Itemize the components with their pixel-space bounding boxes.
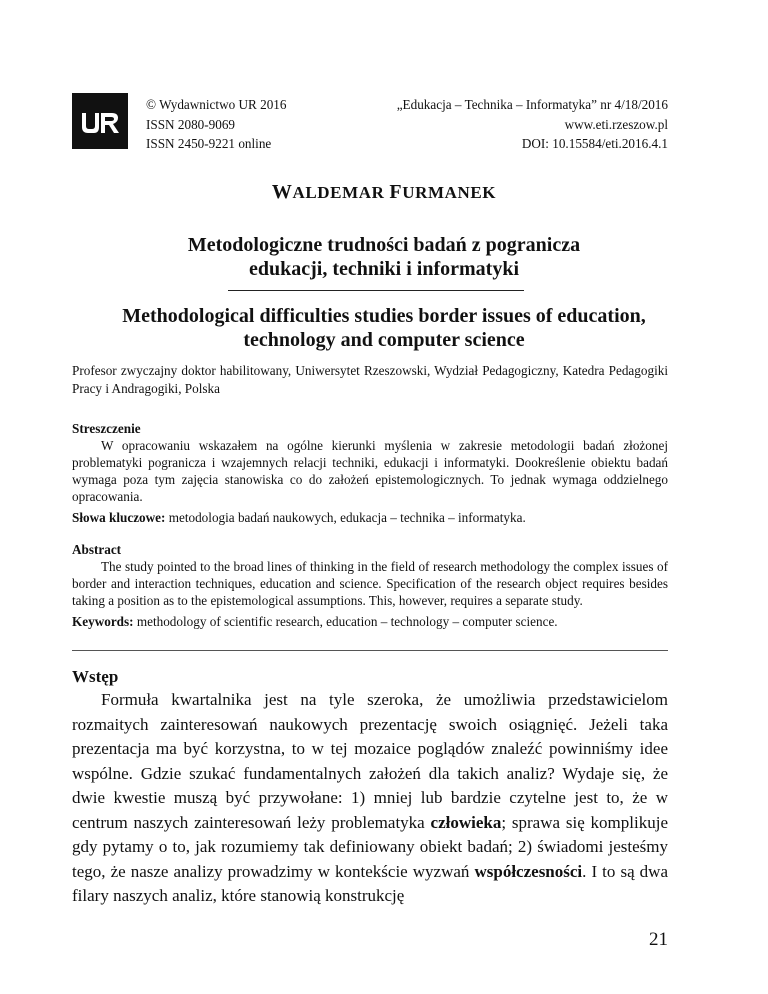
- journal-line: „Edukacja – Technika – Informatyka” nr 4/18/2016: [396, 97, 668, 112]
- intro-bold-czlowieka: człowieka: [430, 812, 502, 832]
- intro-text-part2: ; sprawa się komplikuje gdy pytamy o to, jak rozumiemy tak definiowany obiekt badań; 2) świadomi jesteśmy tego, że nasze analizy prowadzimy w kontekście wyzwań: [72, 812, 668, 881]
- author-last-initial: F: [389, 181, 403, 203]
- intro-text-part3: . I to są dwa filary naszych analiz, które stanowią konstrukcję: [72, 861, 668, 905]
- section-divider: [72, 650, 668, 651]
- title-english-line1: Methodological difficulties studies border issues of education,: [122, 305, 646, 327]
- streszczenie-text: W opracowaniu wskazałem na ogólne kierunki myślenia w zakresie metodologii badań złożonej problematyki pogranicza i wzajemnych relacji techniki, edukacji i informatyki. Dookreślenie obiektu badań wymaga poza tym zajęcia stanowiska co do założeń epistemologicznych. To jednak wymaga oddzielnego opracowania.: [72, 438, 668, 504]
- website-link[interactable]: www.eti.rzeszow.pl: [564, 116, 668, 132]
- header-right: [397, 95, 668, 154]
- title-polish-line1: Metodologiczne trudności badań z pogranicza: [187, 234, 581, 256]
- intro-paragraph: [72, 688, 668, 909]
- abstract-text: The study pointed to the broad lines of thinking in the field of research methodology the complex issues of border and interaction techniques, education and science. Specification of the research object requires besides taking a position as to the epistemological assumptions. This, however, requires a separate study.: [72, 559, 668, 608]
- streszczenie-section: [72, 420, 668, 526]
- intro-bold-wspolczesnosci: współczesności: [474, 861, 583, 881]
- abstract-section: [72, 541, 668, 630]
- intro-heading: Wstęp: [72, 667, 119, 686]
- title-polish-line2: edukacji, techniki i informatyki: [248, 258, 519, 280]
- author-last-rest: URMANEK: [402, 183, 497, 202]
- abstract-keywords: [72, 613, 668, 630]
- abstract-heading: Abstract: [72, 542, 122, 557]
- title-divider: [228, 290, 524, 291]
- abstract-keywords-label: Keywords:: [72, 614, 134, 629]
- streszczenie-keywords: [72, 509, 668, 526]
- affiliation: Profesor zwyczajny doktor habilitowany, Uniwersytet Rzeszowski, Wydział Pedagogiczny, Katedra Pedagogiki Pracy i Andragogiki, Polska: [72, 363, 668, 396]
- publisher-logo: [72, 93, 128, 149]
- page-number: 21: [649, 929, 668, 950]
- abstract-keywords-value: methodology of scientific research, education – technology – computer science.: [133, 614, 558, 629]
- author-first-initial: W: [271, 181, 293, 203]
- streszczenie-keywords-value: metodologia badań naukowych, edukacja – technika – informatyka.: [165, 510, 526, 525]
- author-name: [0, 181, 768, 204]
- title-english-line2: technology and computer science: [243, 329, 525, 351]
- doi-line: DOI: 10.15584/eti.2016.4.1: [521, 136, 668, 151]
- header-left: [146, 95, 286, 154]
- intro-text-part1: Formuła kwartalnika jest na tyle szeroka, że umożliwia przedstawicielom rozmaitych zainteresowań naukowych prezentację swoich osiągnięć. Jeżeli taka prezentacja ma być korzystna, to w tej mozaice poglądów znaleźć powinniśmy idee wspólne. Gdzie szukać fundamentalnych założeń dla takich analiz? Wydaje się, że dwie kwestie muszą być przywołane: 1) mniej lub bardzie czytelne jest to, że w centrum naszych zainteresowań leży problematyka: [72, 690, 668, 832]
- intro-body: [72, 688, 668, 909]
- issn-line: ISSN 2080-9069: [146, 116, 236, 132]
- ur-logo-icon: [72, 93, 128, 149]
- issn-online-line: ISSN 2450-9221 online: [146, 136, 272, 151]
- title-polish: [100, 233, 668, 281]
- author-first-rest: ALDEMAR: [292, 183, 385, 202]
- streszczenie-keywords-label: Słowa kluczowe:: [72, 510, 166, 525]
- title-english: [70, 304, 698, 352]
- publisher-line: © Wydawnictwo UR 2016: [146, 97, 287, 112]
- streszczenie-heading: Streszczenie: [72, 421, 141, 436]
